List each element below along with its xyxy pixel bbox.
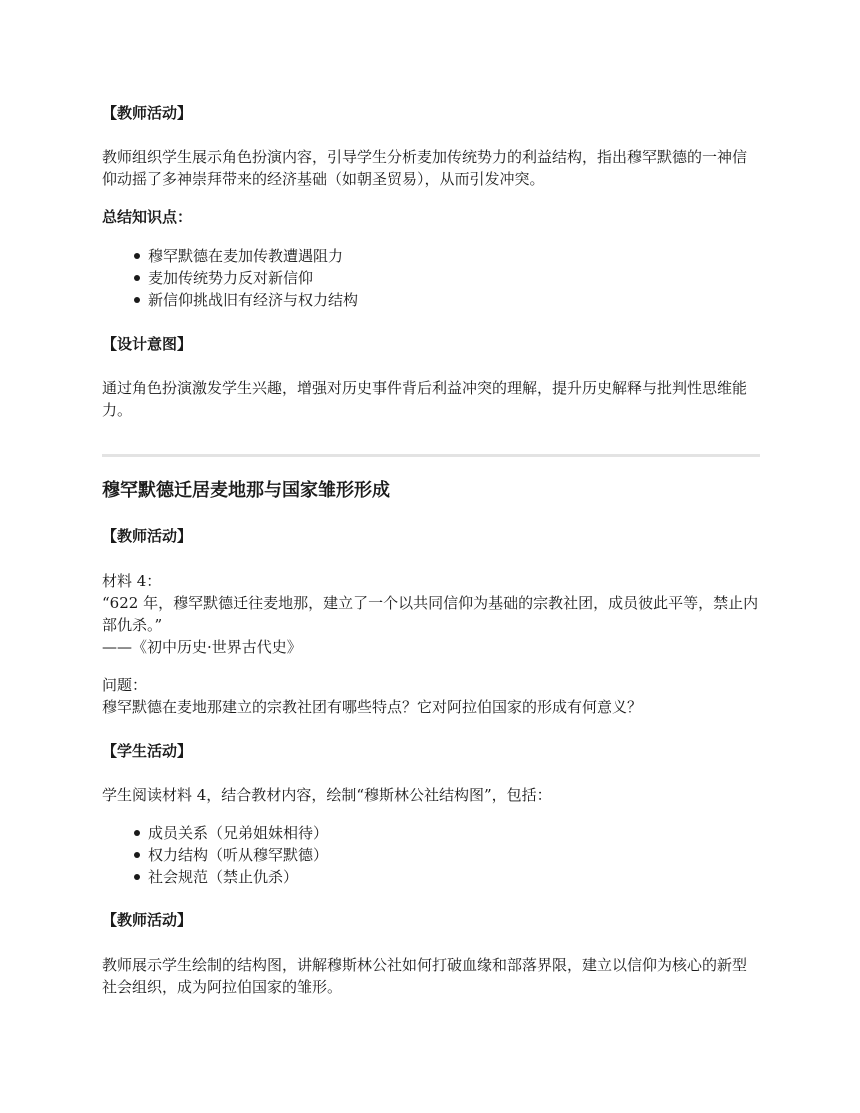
design-intent-label: 【设计意图】 — [102, 335, 193, 353]
list-item: 麦加传统势力反对新信仰 — [132, 267, 358, 289]
structure-list — [132, 822, 328, 888]
question-text: 穆罕默德在麦地那建立的宗教社团有哪些特点？它对阿拉伯国家的形成有何意义？ — [102, 698, 643, 716]
list-item: 社会规范（禁止仇杀） — [132, 866, 328, 888]
list-item: 成员关系（兄弟姐妹相待） — [132, 822, 328, 844]
teacher-activity-text: 教师组织学生展示角色扮演内容，引导学生分析麦加传统势力的利益结构，指出穆罕默德的一神信仰动摇了多神崇拜带来的经济基础（如朝圣贸易），从而引发冲突。 — [102, 148, 748, 188]
question-label: 问题： — [102, 676, 148, 694]
teacher-activity-label: 【教师活动】 — [102, 104, 193, 122]
section-divider — [102, 454, 760, 457]
summary-label: 总结知识点： — [102, 208, 193, 226]
student-activity-label: 【学生活动】 — [102, 742, 193, 760]
teacher-activity-label: 【教师活动】 — [102, 527, 193, 545]
material-quote: “622 年，穆罕默德迁往麦地那，建立了一个以共同信仰为基础的宗教社团，成员彼此平等，禁止内部仇杀。” — [102, 594, 759, 634]
student-activity-text: 学生阅读材料 4，结合教材内容，绘制“穆斯林公社结构图”，包括： — [102, 786, 552, 804]
list-item: 新信仰挑战旧有经济与权力结构 — [132, 289, 358, 311]
material-label: 材料 4： — [102, 572, 162, 590]
teacher-activity-text: 教师展示学生绘制的结构图，讲解穆斯林公社如何打破血缘和部落界限，建立以信仰为核心的新型社会组织，成为阿拉伯国家的雏形。 — [102, 956, 748, 996]
list-item: 权力结构（听从穆罕默德） — [132, 844, 328, 866]
material-source: ——《初中历史·世界古代史》 — [102, 638, 302, 656]
section-title: 穆罕默德迁居麦地那与国家雏形形成 — [102, 480, 390, 501]
summary-list — [132, 245, 358, 311]
teacher-activity-label: 【教师活动】 — [102, 911, 193, 929]
design-intent-text: 通过角色扮演激发学生兴趣，增强对历史事件背后利益冲突的理解，提升历史解释与批判性思维能力。 — [102, 379, 748, 419]
list-item: 穆罕默德在麦加传教遭遇阻力 — [132, 245, 358, 267]
